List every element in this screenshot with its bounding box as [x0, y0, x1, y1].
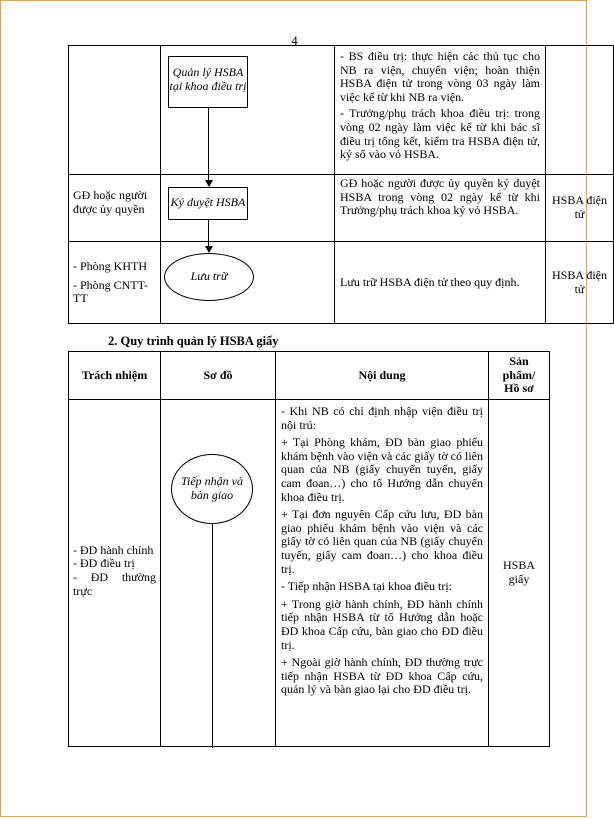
- flow-connector: [212, 524, 213, 748]
- responsibility-cell: [69, 46, 161, 175]
- arrow-down-icon: [205, 180, 213, 187]
- table-row: [69, 400, 550, 747]
- product-cell: HSBA điện tử: [546, 242, 614, 324]
- content-cell: GĐ hoặc người được ủy quyền ký duyệt HSBA trong vòng 02 ngày kể từ khi Trưởng/phụ trách khoa ký vỏ HSBA.: [335, 175, 546, 242]
- process-table-electronic: [68, 45, 614, 324]
- flow-node-archive: Lưu trữ: [164, 253, 254, 301]
- table-row: [69, 46, 614, 175]
- header-product: Sản phẩm/ Hồ sơ: [489, 352, 550, 400]
- product-cell: [546, 46, 614, 175]
- table-row: [69, 175, 614, 242]
- responsibility-cell: - ĐD hành chính - ĐD điều trị - ĐD thường trực: [69, 400, 161, 747]
- flow-connector: [208, 108, 209, 179]
- flow-node-manage-at-department: Quản lý HSBA tại khoa điều trị: [168, 56, 248, 108]
- diagram-cell: [161, 400, 276, 747]
- table-header-row: [69, 352, 550, 400]
- product-cell: HSBA điện tử: [546, 175, 614, 242]
- diagram-cell: [161, 242, 335, 324]
- product-cell: HSBA giấy: [489, 400, 550, 747]
- diagram-cell: [161, 46, 335, 175]
- flow-node-sign-approve: Ký duyệt HSBA: [168, 187, 248, 220]
- content-cell: Lưu trữ HSBA điện tử theo quy định.: [335, 242, 546, 324]
- content-cell: - BS điều trị: thực hiện các thủ tục cho NB ra viện, chuyển viện; hoàn thiện HSBA điện tử trong vòng 03 ngày làm việc kể từ khi NB ra viện. - Trưởng/phụ trách khoa điều trị: trong vòng 02 ngày làm việc kể từ khi bác sĩ điều trị tổng kết, kiểm tra HSBA điện tử, ký số vào vỏ HSBA.: [335, 46, 546, 175]
- header-content: Nội dung: [276, 352, 489, 400]
- process-table-paper: [68, 351, 550, 747]
- header-responsibility: Trách nhiệm: [69, 352, 161, 400]
- header-diagram: Sơ đồ: [161, 352, 276, 400]
- arrow-down-icon: [205, 246, 213, 253]
- table-row: [69, 242, 614, 324]
- page-number: 4: [291, 33, 298, 48]
- flow-node-receive-handover: Tiếp nhận và bàn giao: [171, 454, 253, 524]
- responsibility-cell: - Phòng KHTH - Phòng CNTT-TT: [69, 242, 161, 324]
- content-cell: - Khi NB có chỉ định nhập viện điều trị nội trú: + Tại Phòng khám, ĐD bàn giao phiếu khám bệnh vào viện và các giấy tờ có liên quan của NB (giấy chuyển tuyến, giấy cam đoan…) cho tổ Hướng dẫn chuyển khoa điều trị. + Tại đơn nguyên Cấp cứu lưu, ĐD bàn giao phiếu khám bệnh vào viện và các giấy tờ có liên quan của NB (giấy chuyển tuyến, giấy cam đoan…) cho khoa điều trị. - Tiếp nhận HSBA tại khoa điều trị: + Trong giờ hành chính, ĐD hành chính tiếp nhận HSBA từ tổ Hướng dẫn hoặc ĐD khoa Cấp cứu, bàn giao cho ĐD điều trị. + Ngoài giờ hành chính, ĐD thường trực tiếp nhận HSBA từ ĐD khoa Cấp cứu, quản lý và bàn giao lại cho ĐD điều trị.: [276, 400, 489, 747]
- section-title: 2. Quy trình quản lý HSBA giấy: [108, 334, 279, 348]
- diagram-cell: [161, 175, 335, 242]
- responsibility-cell: GĐ hoặc người được ủy quyền: [69, 175, 161, 242]
